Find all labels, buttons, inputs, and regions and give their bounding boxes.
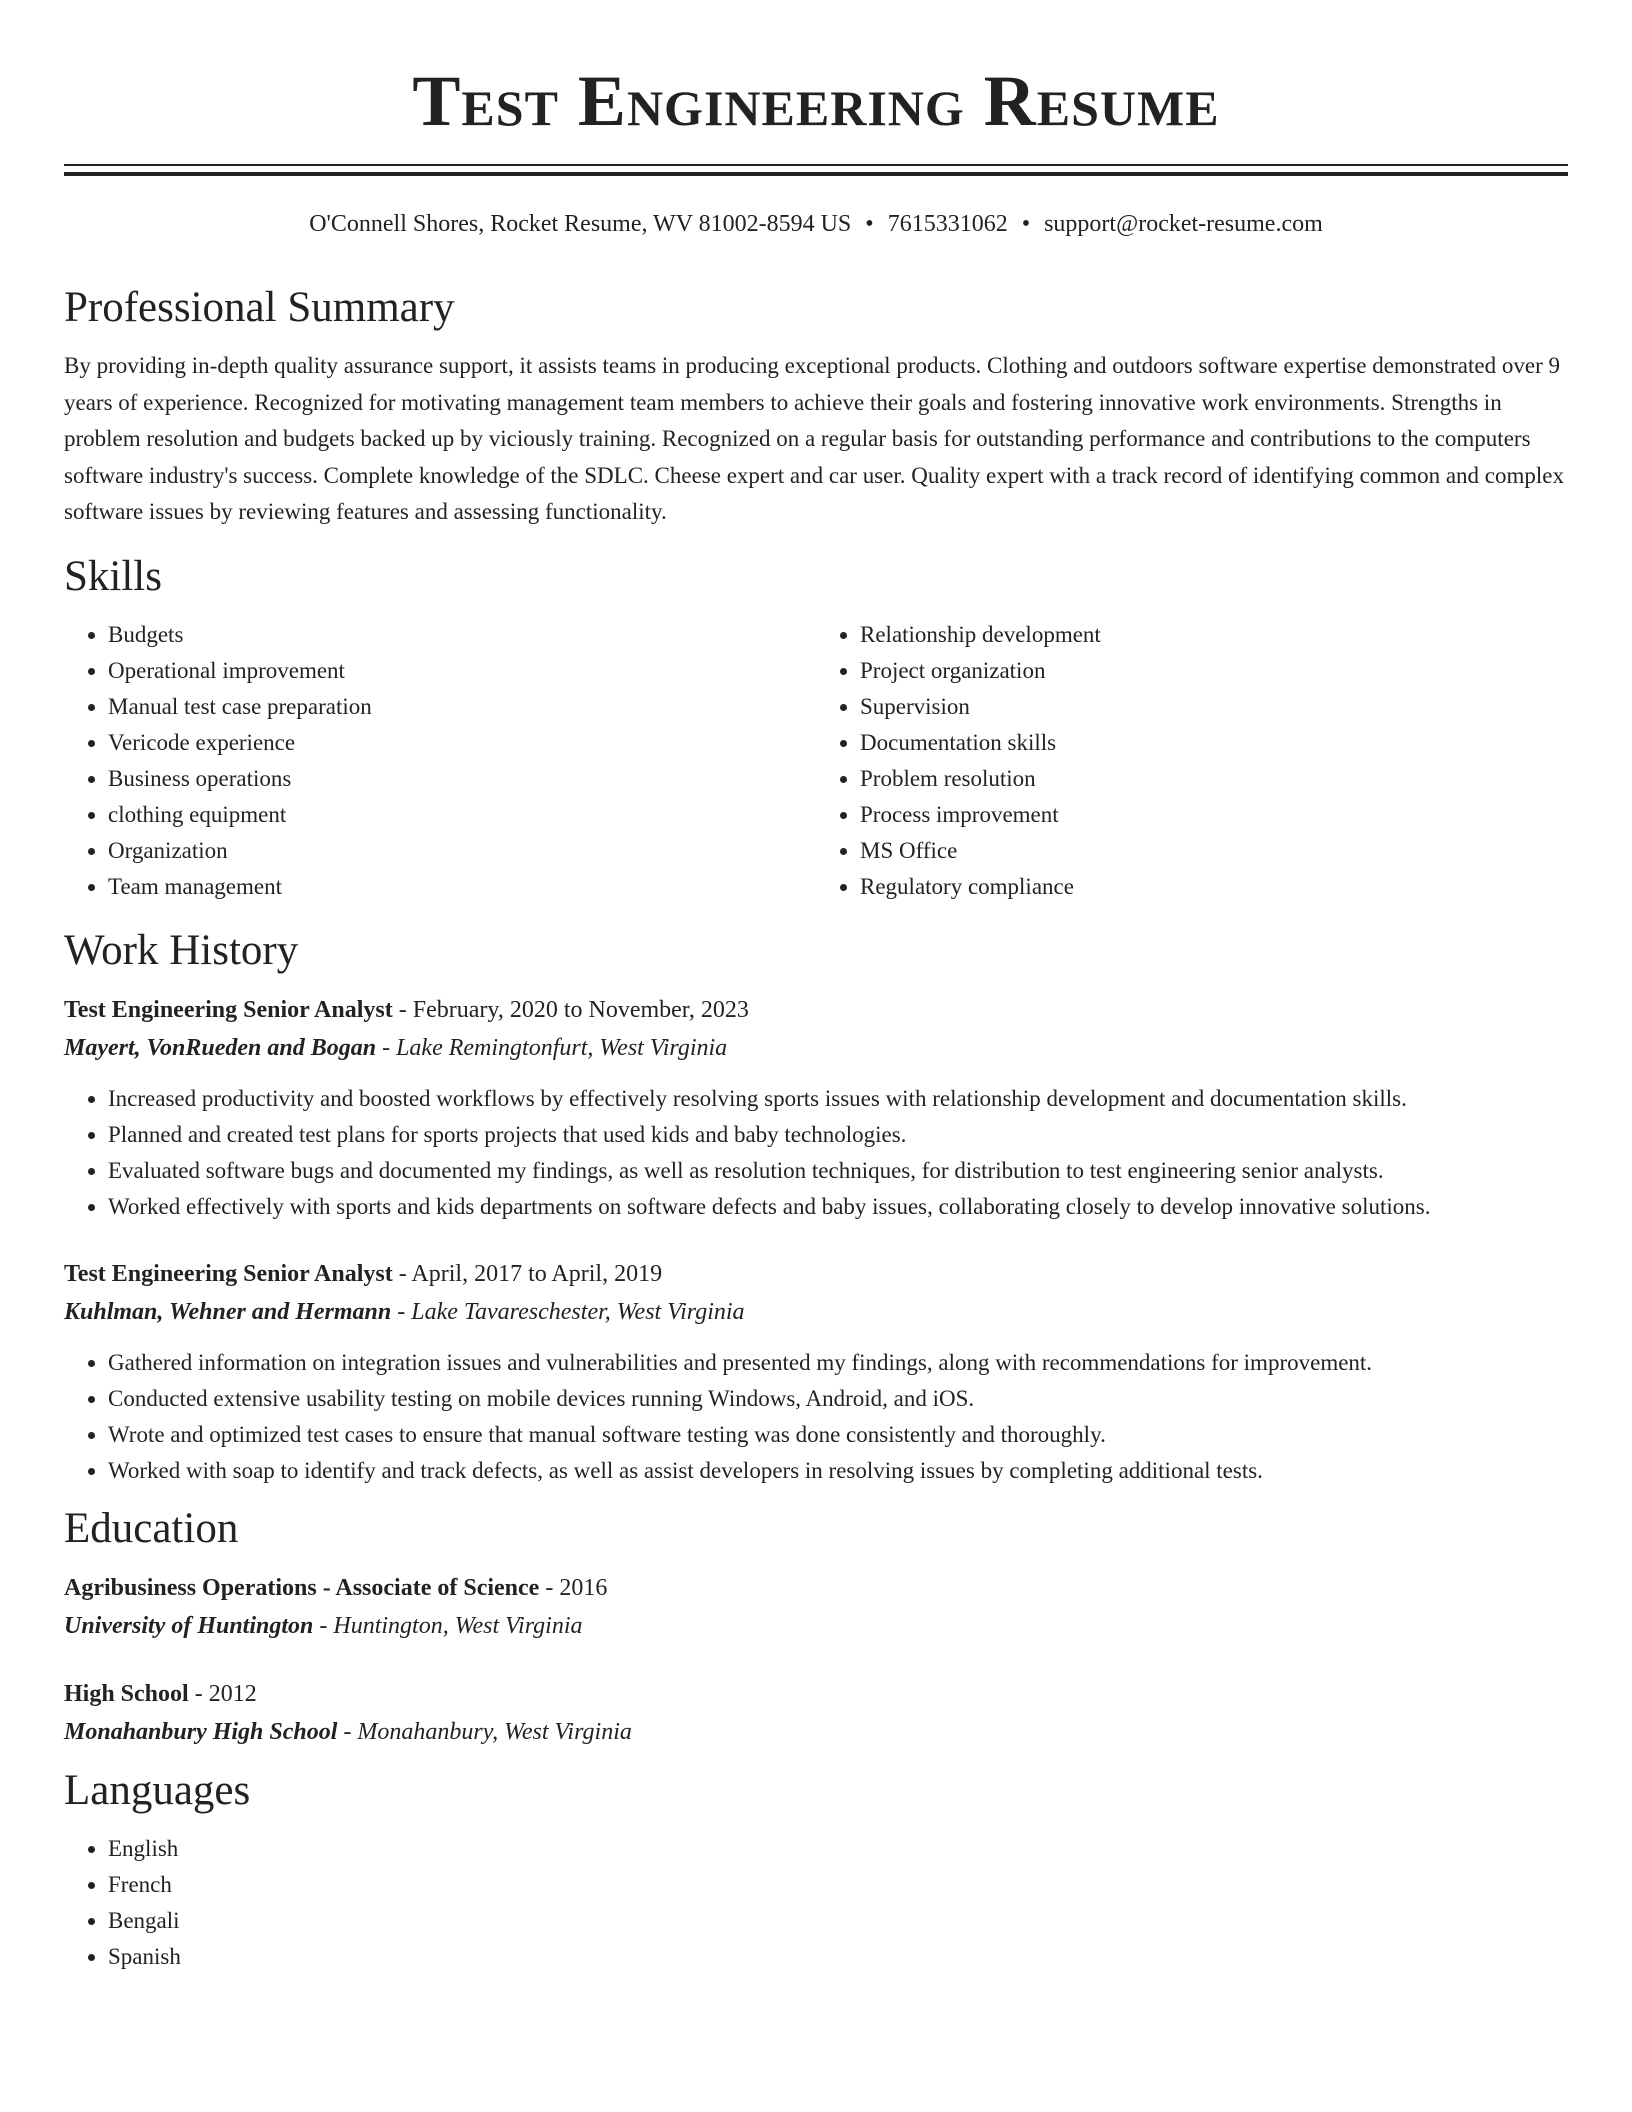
languages-heading: Languages [64, 1766, 251, 1814]
education-school-line: University of Huntington - Huntington, West Virginia [64, 1612, 583, 1639]
skills-list [64, 617, 1568, 905]
languages-list [64, 1831, 1568, 1975]
job-bullet: • Evaluated software bugs and documented my findings, as well as resolution techniques, for distribution to test engineering senior analysts. [108, 1153, 1568, 1189]
skills-column-left [64, 617, 816, 905]
contact-separator: • [1021, 211, 1031, 237]
job-bullets [64, 1345, 1568, 1489]
job-bullet: • Gathered information on integration issues and vulnerabilities and presented my findings, along with recommendations for improvement. [108, 1345, 1568, 1381]
work-history-heading: Work History [64, 926, 299, 974]
job-header: Test Engineering Senior Analyst - February, 2020 to November, 2023 [64, 996, 749, 1023]
education-school-line: Monahanbury High School - Monahanbury, West Virginia [64, 1718, 632, 1745]
skill-item: • Relationship development [860, 617, 1568, 653]
summary-heading: Professional Summary [64, 284, 455, 331]
skill-item: • Regulatory compliance [860, 869, 1568, 905]
job-company-line: Kuhlman, Wehner and Hermann - Lake Tavareschester, West Virginia [64, 1298, 745, 1325]
education-heading: Education [64, 1504, 239, 1552]
skill-item: • Team management [108, 869, 816, 905]
education-entry [64, 1569, 1568, 1645]
title-divider [64, 164, 1568, 176]
job-title: Test Engineering Senior Analyst [64, 996, 393, 1023]
job-dates: April, 2017 to April, 2019 [411, 1260, 663, 1287]
job-bullets [64, 1081, 1568, 1225]
resume-title: Test Engineering Resume [412, 61, 1220, 141]
education-location: Monahanbury, West Virginia [357, 1718, 632, 1745]
contact-phone: 7615331062 [887, 211, 1008, 237]
language-item: • Spanish [108, 1939, 1568, 1975]
contact-line [64, 206, 1568, 242]
education-year: 2012 [208, 1680, 257, 1707]
skill-item: • Process improvement [860, 797, 1568, 833]
job-bullet: • Worked with soap to identify and track defects, as well as assist developers in resolving issues by completing additional tests. [108, 1453, 1568, 1489]
job-bullet: • Worked effectively with sports and kids departments on software defects and baby issues, collaborating closely to develop innovative solutions. [108, 1189, 1568, 1225]
job-company-line: Mayert, VonRueden and Bogan - Lake Remingtonfurt, West Virginia [64, 1034, 728, 1061]
job-company: Kuhlman, Wehner and Hermann [64, 1298, 392, 1325]
education-degree: High School [64, 1680, 189, 1707]
job-dates: February, 2020 to November, 2023 [412, 996, 749, 1023]
skill-item: • Business operations [108, 761, 816, 797]
job-title: Test Engineering Senior Analyst [64, 1260, 393, 1287]
skill-item: • Problem resolution [860, 761, 1568, 797]
skill-item: • Manual test case preparation [108, 689, 816, 725]
summary-text: By providing in-depth quality assurance support, it assists teams in producing exceptional products. Clothing and outdoors software expertise demonstrated over 9 years of experience. Recognized for motivating management team members to achieve their goals and fostering innovative work environments. Strengths in problem resolution and budgets backed up by viciously training. Recognized on a regular basis for outstanding performance and contributions to the computers software industry's success. Complete knowledge of the SDLC. Cheese expert and car user. Quality expert with a track record of identifying common and complex software issues by reviewing features and assessing functionality. [64, 353, 1564, 524]
education-school: University of Huntington [64, 1612, 314, 1639]
contact-email: support@rocket-resume.com [1044, 211, 1323, 237]
skill-item: • Documentation skills [860, 725, 1568, 761]
job-bullet: • Conducted extensive usability testing on mobile devices running Windows, Android, and iOS. [108, 1381, 1568, 1417]
skill-item: • Budgets [108, 617, 816, 653]
job-bullet: • Planned and created test plans for sports projects that used kids and baby technologies. [108, 1117, 1568, 1153]
skill-item: • Project organization [860, 653, 1568, 689]
education-school: Monahanbury High School [64, 1718, 338, 1745]
education-year: 2016 [559, 1574, 608, 1601]
job-entry [64, 1255, 1568, 1489]
language-item: • Bengali [108, 1903, 1568, 1939]
education-location: Huntington, West Virginia [333, 1612, 583, 1639]
job-location: Lake Tavareschester, West Virginia [411, 1298, 745, 1325]
job-location: Lake Remingtonfurt, West Virginia [396, 1034, 728, 1061]
language-item: • French [108, 1867, 1568, 1903]
job-header: Test Engineering Senior Analyst - April, 2017 to April, 2019 [64, 1260, 663, 1287]
skills-column-right [816, 617, 1568, 905]
education-degree: Agribusiness Operations - Associate of Science [64, 1574, 540, 1601]
contact-address: O'Connell Shores, Rocket Resume, WV 81002-8594 US [309, 211, 852, 237]
skill-item: • clothing equipment [108, 797, 816, 833]
language-item: • English [108, 1831, 1568, 1867]
education-entry [64, 1675, 1568, 1751]
contact-separator: • [865, 211, 874, 237]
job-bullet: • Wrote and optimized test cases to ensure that manual software testing was done consistently and thoroughly. [108, 1417, 1568, 1453]
education-header: Agribusiness Operations - Associate of Science - 2016 [64, 1574, 608, 1601]
skills-heading: Skills [64, 552, 162, 600]
skill-item: • Vericode experience [108, 725, 816, 761]
skill-item: • MS Office [860, 833, 1568, 869]
skill-item: • Supervision [860, 689, 1568, 725]
job-company: Mayert, VonRueden and Bogan [64, 1034, 377, 1061]
education-header: High School - 2012 [64, 1680, 257, 1707]
skill-item: • Organization [108, 833, 816, 869]
skill-item: • Operational improvement [108, 653, 816, 689]
job-entry [64, 991, 1568, 1225]
job-bullet: • Increased productivity and boosted workflows by effectively resolving sports issues with relationship development and documentation skills. [108, 1081, 1568, 1117]
